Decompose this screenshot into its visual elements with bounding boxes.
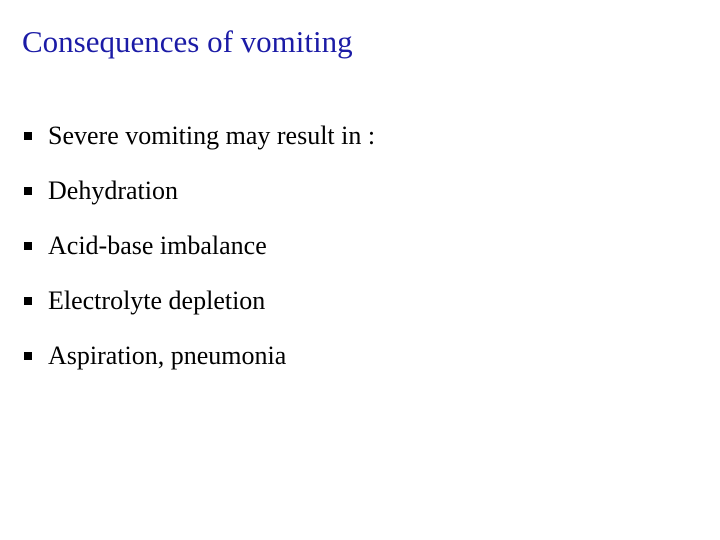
square-bullet-icon — [24, 297, 32, 305]
square-bullet-icon — [24, 132, 32, 140]
list-item — [24, 225, 375, 267]
list-item — [24, 335, 375, 377]
slide-title: Consequences of vomiting — [22, 24, 353, 59]
square-bullet-icon — [24, 187, 32, 195]
list-item — [24, 280, 375, 322]
bullet-text: Dehydration — [48, 176, 178, 205]
bullet-text: Severe vomiting may result in : — [48, 121, 376, 150]
bullet-text: Electrolyte depletion — [48, 286, 266, 315]
bullet-text: Acid-base imbalance — [48, 231, 267, 260]
square-bullet-icon — [24, 352, 32, 360]
square-bullet-icon — [24, 242, 32, 250]
list-item — [24, 170, 375, 212]
bullet-list — [24, 115, 375, 390]
bullet-text: Aspiration, pneumonia — [48, 341, 287, 370]
list-item — [24, 115, 375, 157]
